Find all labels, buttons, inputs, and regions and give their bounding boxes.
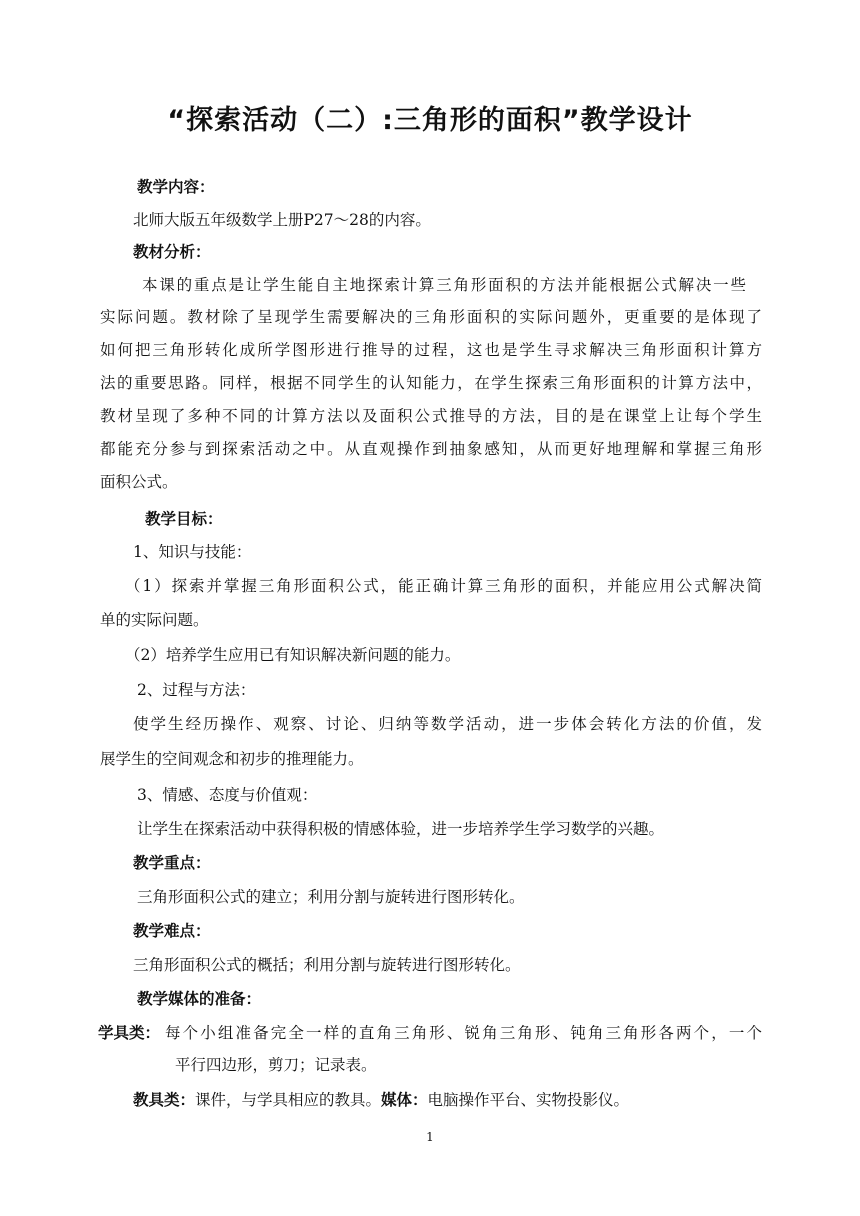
process-line-1: 使学生经历操作、观察、讨论、归纳等数学活动，进一步体会转化方法的价值，发 bbox=[133, 715, 762, 733]
analysis-line-7: 面积公式。 bbox=[100, 473, 178, 491]
media-label: 媒体： bbox=[381, 1091, 428, 1109]
media-text: 电脑操作平台、实物投影仪。 bbox=[427, 1091, 630, 1109]
emotion-text: 让学生在探索活动中获得积极的情感体验，进一步培养学生学习数学的兴趣。 bbox=[137, 820, 665, 838]
content-heading: 教学内容： bbox=[137, 178, 215, 196]
content-text: 北师大版五年级数学上册P27～28的内容。 bbox=[133, 211, 431, 229]
process-heading: 2、过程与方法： bbox=[137, 681, 256, 699]
key-points-text: 三角形面积公式的建立；利用分割与旋转进行图形转化。 bbox=[137, 888, 525, 906]
document-title: “探索活动（二）:三角形的面积”教学设计 bbox=[167, 105, 693, 136]
key-points-heading: 教学重点： bbox=[133, 854, 211, 872]
analysis-line-5: 教材呈现了多种不同的计算方法以及面积公式推导的方法，目的是在课堂上让每个学生 bbox=[100, 407, 762, 425]
analysis-line-6: 都能充分参与到探索活动之中。从直观操作到抽象感知，从而更好地理解和掌握三角形 bbox=[100, 440, 762, 458]
analysis-line-4: 法的重要思路。同样，根据不同学生的认知能力，在学生探索三角形面积的计算方法中， bbox=[100, 374, 762, 392]
goals-heading: 教学目标： bbox=[145, 510, 223, 528]
difficulties-heading: 教学难点： bbox=[133, 922, 211, 940]
analysis-line-1: 本课的重点是让学生能自主地探索计算三角形面积的方法并能根据公式解决一些 bbox=[142, 276, 746, 294]
student-tools-label: 学具类： bbox=[98, 1024, 161, 1042]
emotion-heading: 3、情感、态度与价值观： bbox=[137, 786, 318, 804]
analysis-line-3: 如何把三角形转化成所学图形进行推导的过程，这也是学生寻求解决三角形面积计算方 bbox=[100, 341, 762, 359]
media-heading: 教学媒体的准备： bbox=[137, 990, 262, 1008]
knowledge-item-1-line-1: （1）探索并掌握三角形面积公式，能正确计算三角形的面积，并能应用公式解决简 bbox=[125, 577, 762, 595]
student-tools-line-1: 每个小组准备完全一样的直角三角形、锐角三角形、钝角三角形各两个，一个 bbox=[165, 1024, 762, 1042]
knowledge-heading: 1、知识与技能： bbox=[133, 543, 252, 561]
teacher-tools-line bbox=[133, 1089, 629, 1111]
page-number: 1 bbox=[426, 1130, 434, 1144]
process-line-2: 展学生的空间观念和初步的推理能力。 bbox=[100, 750, 364, 768]
knowledge-item-1-line-2: 单的实际问题。 bbox=[100, 611, 209, 629]
student-tools-line-2: 平行四边形，剪刀；记录表。 bbox=[175, 1056, 377, 1074]
difficulties-text: 三角形面积公式的概括；利用分割与旋转进行图形转化。 bbox=[133, 956, 521, 974]
analysis-heading: 教材分析： bbox=[133, 243, 211, 261]
teacher-tools-text: 课件，与学具相应的教具。 bbox=[195, 1091, 382, 1109]
analysis-line-2: 实际问题。教材除了呈现学生需要解决的三角形面积的实际问题外，更重要的是体现了 bbox=[100, 308, 762, 326]
knowledge-item-2: （2）培养学生应用已有知识解决新问题的能力。 bbox=[125, 646, 461, 664]
teacher-tools-label: 教具类： bbox=[133, 1091, 196, 1109]
